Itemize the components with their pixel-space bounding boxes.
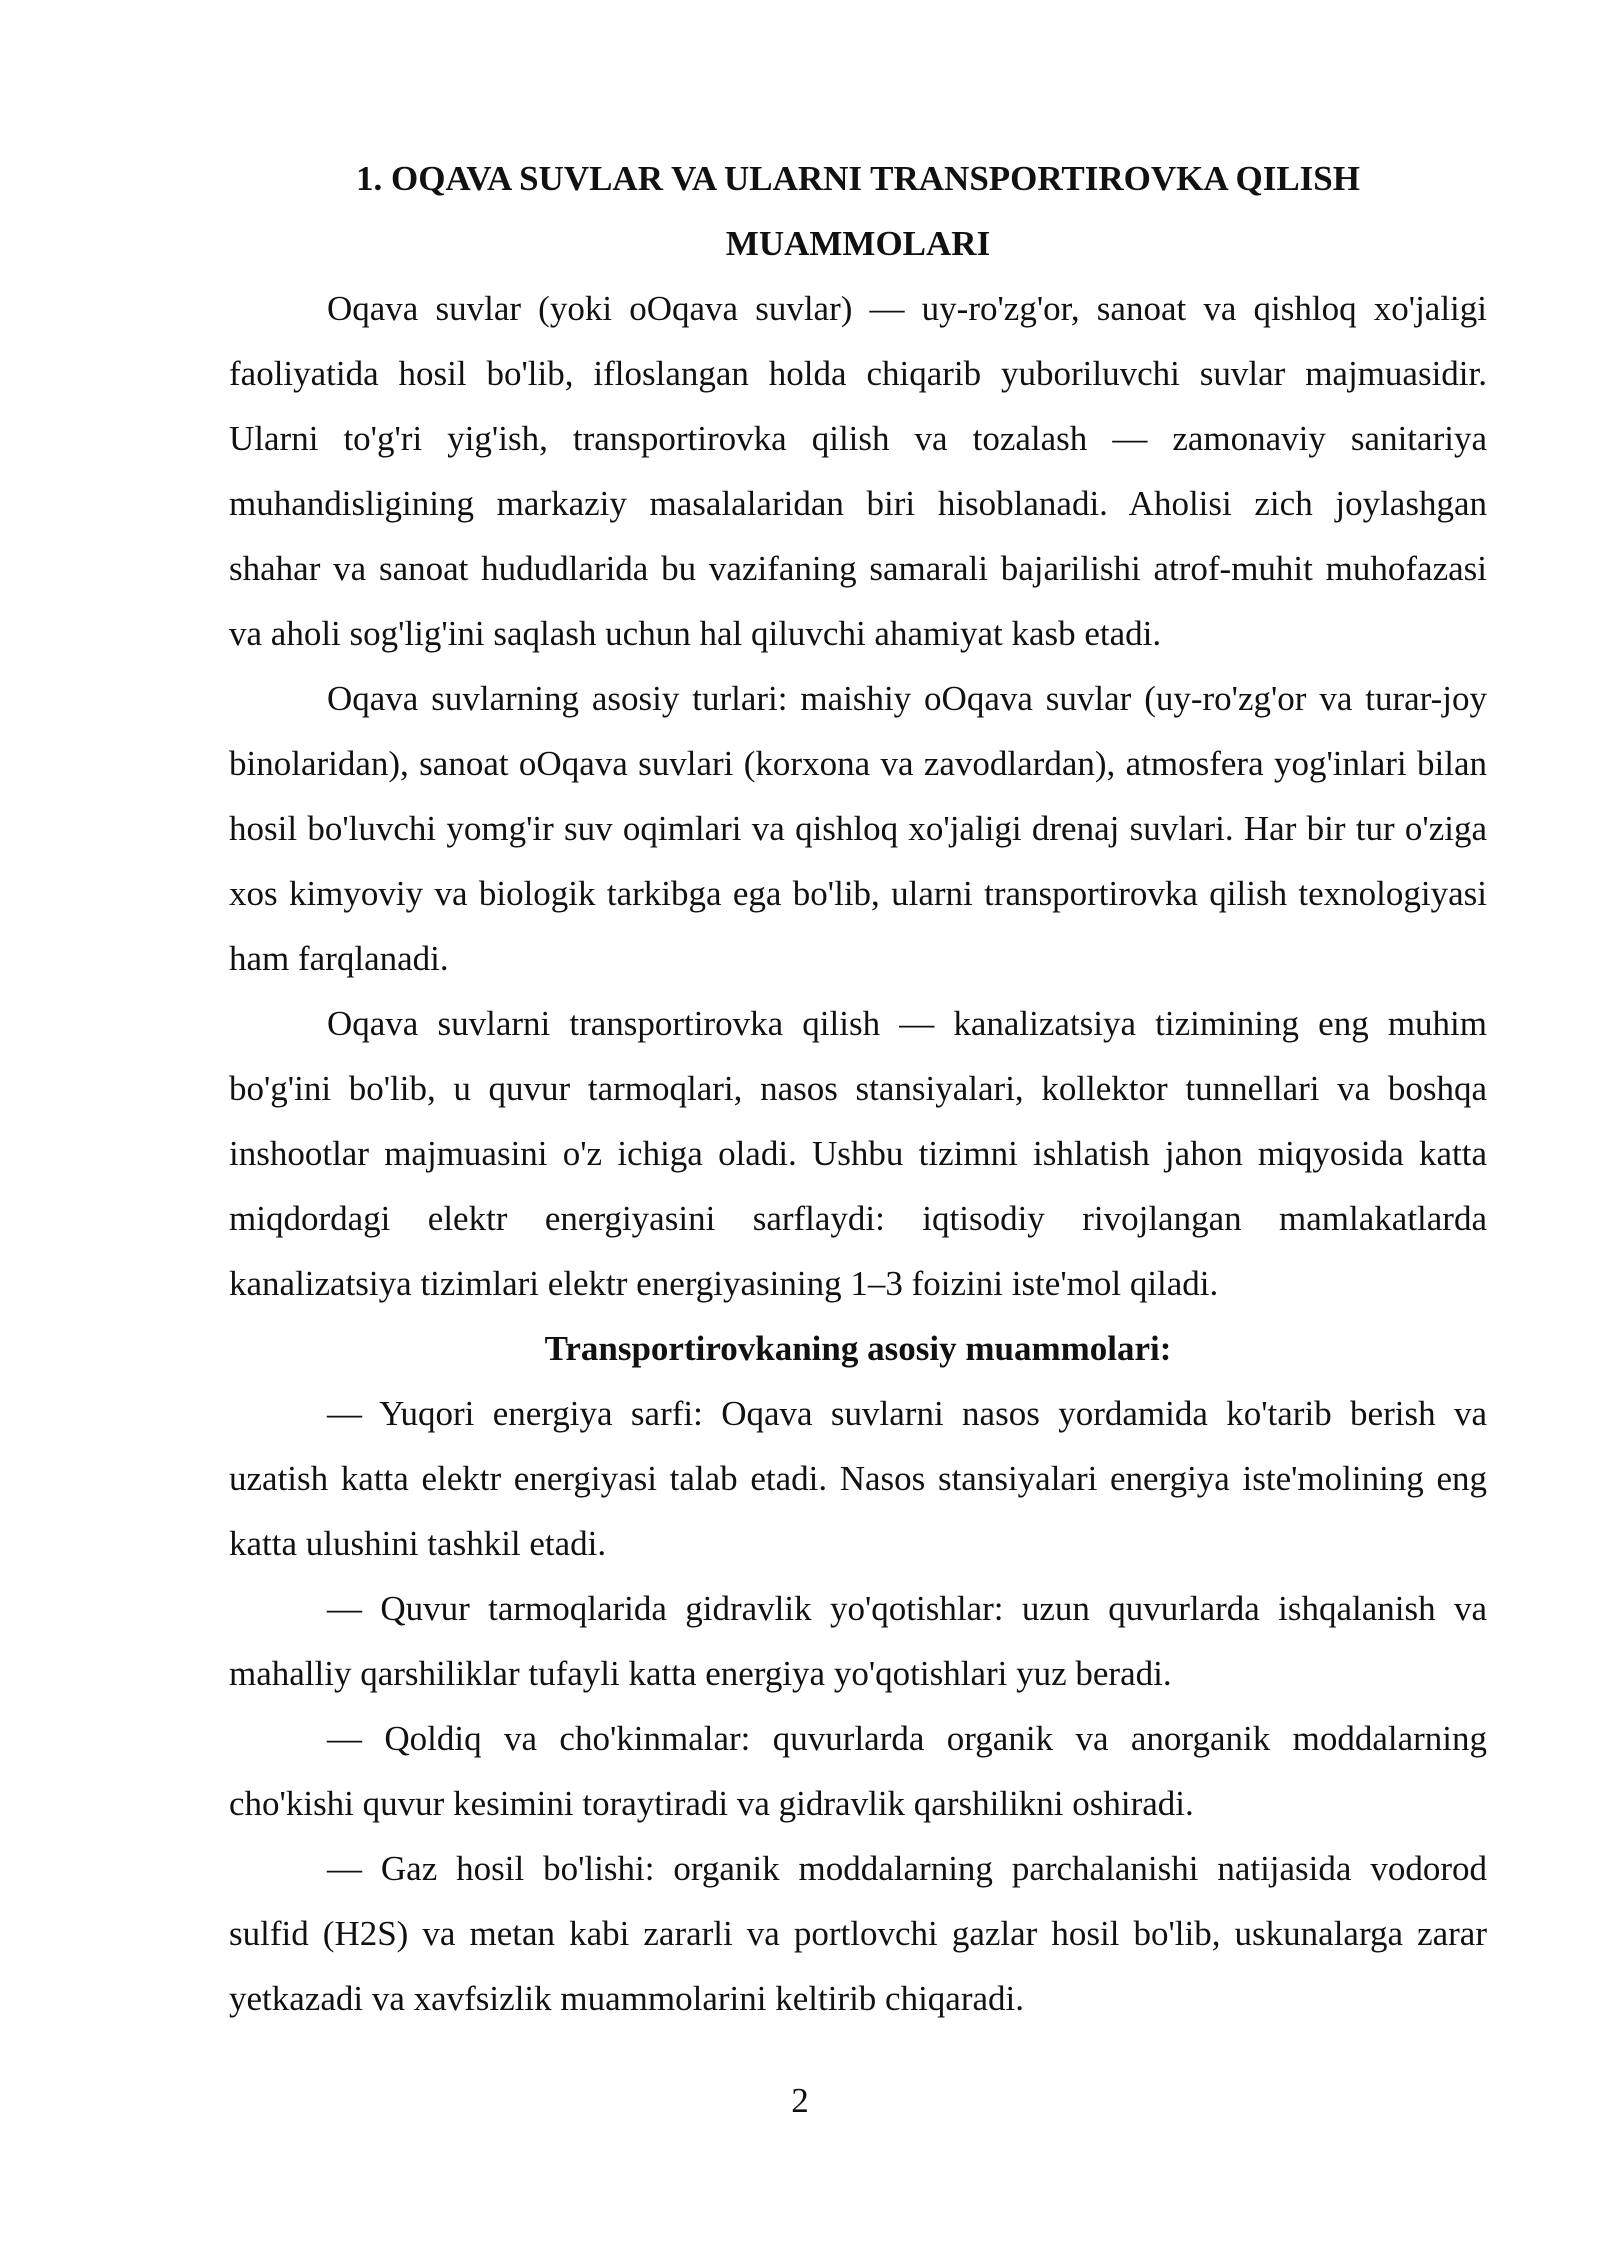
list-item: — Yuqori energiya sarfi: Oqava suvlarni nasos yordamida ko'tarib berish va uzatish katta elektr energiyasi talab etadi. Nasos stansiyalari energiya iste'molining eng katta ulushini tashkil etadi. (229, 1394, 1487, 1563)
section-heading-line1: 1. OQAVA SUVLAR VA ULARNI TRANSPORTIROVKA QILISH (356, 159, 1360, 198)
paragraph: Oqava suvlarning asosiy turlari: maishiy oOqava suvlar (uy-ro'zg'or va turar-joy binolaridan), sanoat oOqava suvlari (korxona va zavodlardan), atmosfera yog'inlari bilan hosil bo'luvchi yomg'ir suv oqimlari va qishloq xo'jaligi drenaj suvlari. Har bir tur o'ziga xos kimyoviy va biologik tarkibga ega bo'lib, ularni transportirovka qilish texnologiyasi ham farqlanadi. (229, 679, 1487, 978)
paragraph: Oqava suvlarni transportirovka qilish — kanalizatsiya tizimining eng muhim bo'g'ini bo'lib, u quvur tarmoqlari, nasos stansiyalari, kollektor tunnellari va boshqa inshootlar majmuasini o'z ichiga oladi. Ushbu tizimni ishlatish jahon miqyosida katta miqdordagi elektr energiyasini sarflaydi: iqtisodiy rivojlangan mamlakatlarda kanalizatsiya tizimlari elektr energiyasining 1–3 foizini iste'mol qiladi. (229, 1004, 1487, 1303)
page-content (229, 146, 1487, 2031)
section-heading-line2: MUAMMOLARI (725, 224, 991, 263)
page-number: 2 (791, 2081, 809, 2120)
paragraph: Oqava suvlar (yoki oOqava suvlar) — uy-ro'zg'or, sanoat va qishloq xo'jaligi faoliyatida hosil bo'lib, ifloslangan holda chiqarib yuboriluvchi suvlar majmuasidir. Ularni to'g'ri yig'ish, transportirovka qilish va tozalash — zamonaviy sanitariya muhandisligining markaziy masalalaridan biri hisoblanadi. Aholisi zich joylashgan shahar va sanoat hududlarida bu vazifaning samarali bajarilishi atrof-muhit muhofazasi va aholi sog'lig'ini saqlash uchun hal qiluvchi ahamiyat kasb etadi. (229, 289, 1487, 653)
list-item: — Qoldiq va cho'kinmalar: quvurlarda organik va anorganik moddalarning cho'kishi quvur kesimini toraytiradi va gidravlik qarshilikni oshiradi. (229, 1719, 1487, 1823)
subheading: Transportirovkaning asosiy muammolari: (544, 1329, 1172, 1368)
section-heading (229, 146, 1487, 276)
list-item: — Gaz hosil bo'lishi: organik moddalarning parchalanishi natijasida vodorod sulfid (H2S) va metan kabi zararli va portlovchi gazlar hosil bo'lib, uskunalarga zarar yetkazadi va xavfsizlik muammolarini keltirib chiqaradi. (229, 1849, 1487, 2018)
list-item: — Quvur tarmoqlarida gidravlik yo'qotishlar: uzun quvurlarda ishqalanish va mahalliy qarshiliklar tufayli katta energiya yo'qotishlari yuz beradi. (229, 1589, 1487, 1693)
